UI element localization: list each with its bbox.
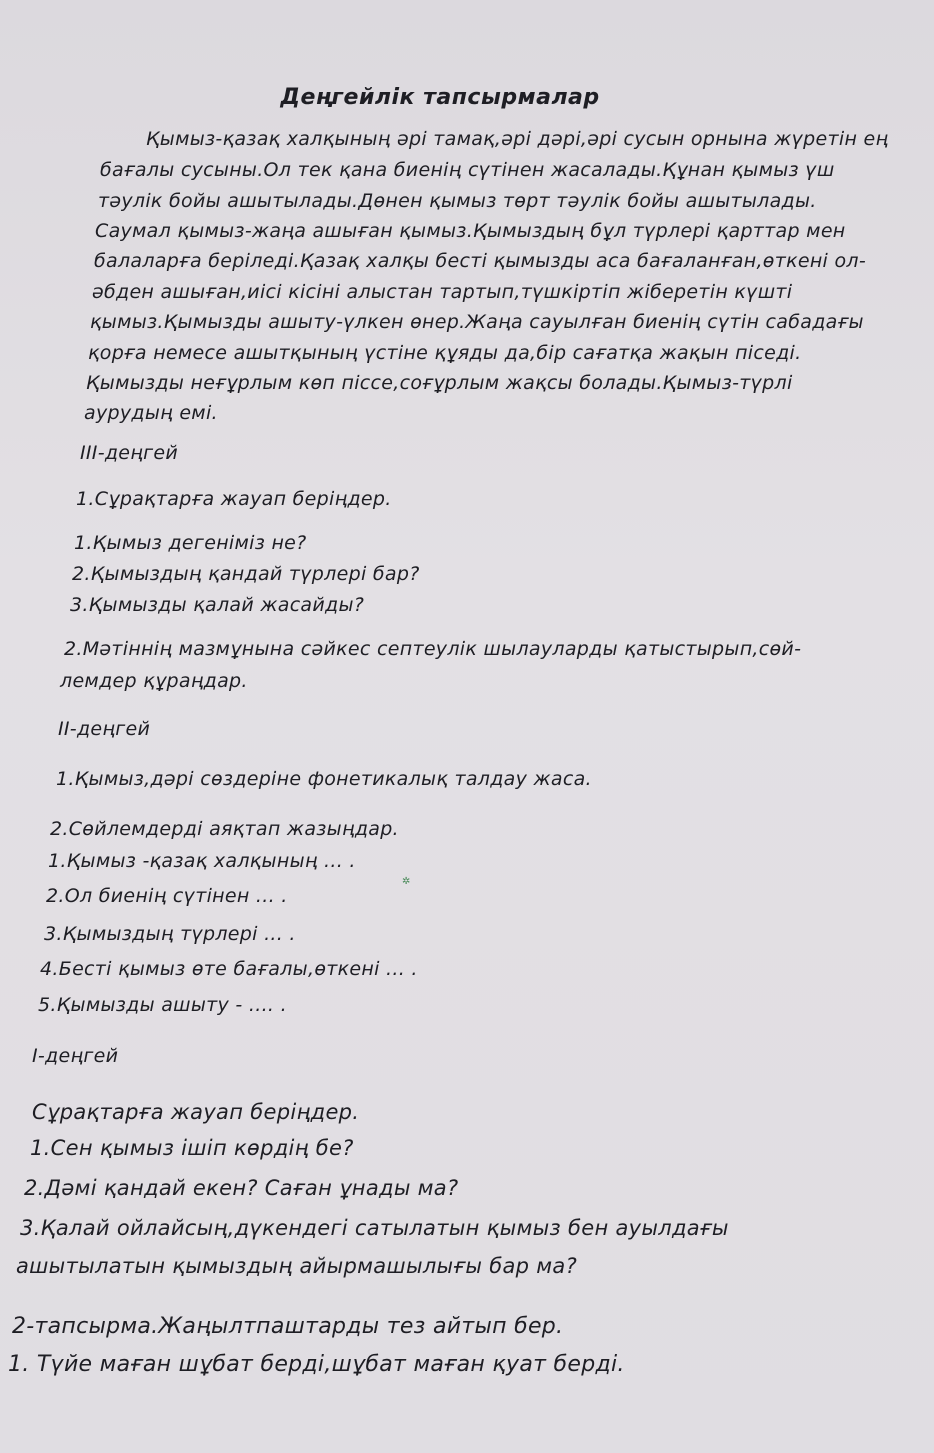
level-1-task: Сұрақтарға жауап беріңдер. xyxy=(32,1100,360,1124)
text-line-7: қымыз.Қымызды ашыту-үлкен өнер.Жаңа сауылған биенің сүтін сабадағы xyxy=(90,311,864,333)
level-3-question-2: 2.Қымыздың қандай түрлері бар? xyxy=(72,563,420,585)
text-line-2: бағалы сусыны.Ол тек қана биенің сүтінен жасалады.Құнан қымыз үш xyxy=(100,159,835,181)
level-3-task-2-line-1: 2.Мәтіннің мазмұнына сәйкес септеулік шылауларды қатыстырып,сөй- xyxy=(64,638,802,660)
level-2-sentence-3: 3.Қымыздың түрлері ... . xyxy=(44,923,296,945)
level-3-heading: III-деңгей xyxy=(80,442,179,464)
level-3-task-2-line-2: лемдер құраңдар. xyxy=(60,670,248,692)
text-line-6: әбден ашыған,иісі кісіні алыстан тартып,түшкіртіп жіберетін күшті xyxy=(92,281,793,303)
level-2-heading: II-деңгей xyxy=(58,718,151,740)
task-2-heading: 2-тапсырма.Жаңылтпаштарды тез айтып бер. xyxy=(12,1314,564,1339)
ink-speck-icon: ✲ xyxy=(402,876,411,887)
level-2-task-1: 1.Қымыз,дәрі сөздеріне фонетикалық талдау жаса. xyxy=(56,768,592,790)
text-line-1: Қымыз-қазақ халқының әрі тамақ,әрі дәрі,әрі сусын орнына жүретін ең xyxy=(146,128,889,150)
level-2-sentence-2: 2.Ол биенің сүтінен ... . xyxy=(46,885,288,907)
level-1-question-3-line-1: 3.Қалай ойлайсың,дүкендегі сатылатын қымыз бен ауылдағы xyxy=(20,1216,729,1240)
level-3-question-1: 1.Қымыз дегеніміз не? xyxy=(74,532,307,554)
level-2-task-2: 2.Сөйлемдерді аяқтап жазыңдар. xyxy=(50,818,399,840)
level-1-question-3-line-2: ашытылатын қымыздың айырмашылығы бар ма? xyxy=(16,1254,578,1278)
level-1-heading: I-деңгей xyxy=(32,1045,119,1067)
level-2-sentence-4: 4.Бесті қымыз өте бағалы,өткені ... . xyxy=(40,958,418,980)
page-title: Деңгейлік тапсырмалар xyxy=(280,85,600,110)
level-2-sentence-1: 1.Қымыз -қазақ халқының ... . xyxy=(48,850,356,872)
task-2-item-1: 1. Түйе маған шұбат берді,шұбат маған қуат берді. xyxy=(8,1352,625,1377)
level-1-question-1: 1.Сен қымыз ішіп көрдің бе? xyxy=(30,1136,354,1160)
text-line-8: қорға немесе ашытқының үстіне құяды да,бір сағатқа жақын піседі. xyxy=(88,342,802,364)
text-line-4: Саумал қымыз-жаңа ашыған қымыз.Қымыздың бұл түрлері қарттар мен xyxy=(95,220,846,242)
text-line-3: тәулік бойы ашытылады.Дөнен қымыз төрт тәулік бойы ашытылады. xyxy=(98,190,817,212)
level-1-question-2: 2.Дәмі қандай екен? Саған ұнады ма? xyxy=(24,1176,459,1200)
text-line-9: Қымызды неғұрлым көп піссе,соғұрлым жақсы болады.Қымыз-түрлі xyxy=(86,372,793,394)
level-2-sentence-5: 5.Қымызды ашыту - .... . xyxy=(38,994,287,1016)
text-line-5: балаларға беріледі.Қазақ халқы бесті қымызды аса бағаланған,өткені ол- xyxy=(94,250,867,272)
level-3-task-1: 1.Сұрақтарға жауап беріңдер. xyxy=(76,488,392,510)
level-3-question-3: 3.Қымызды қалай жасайды? xyxy=(70,594,365,616)
text-line-10: аурудың емі. xyxy=(84,402,218,424)
